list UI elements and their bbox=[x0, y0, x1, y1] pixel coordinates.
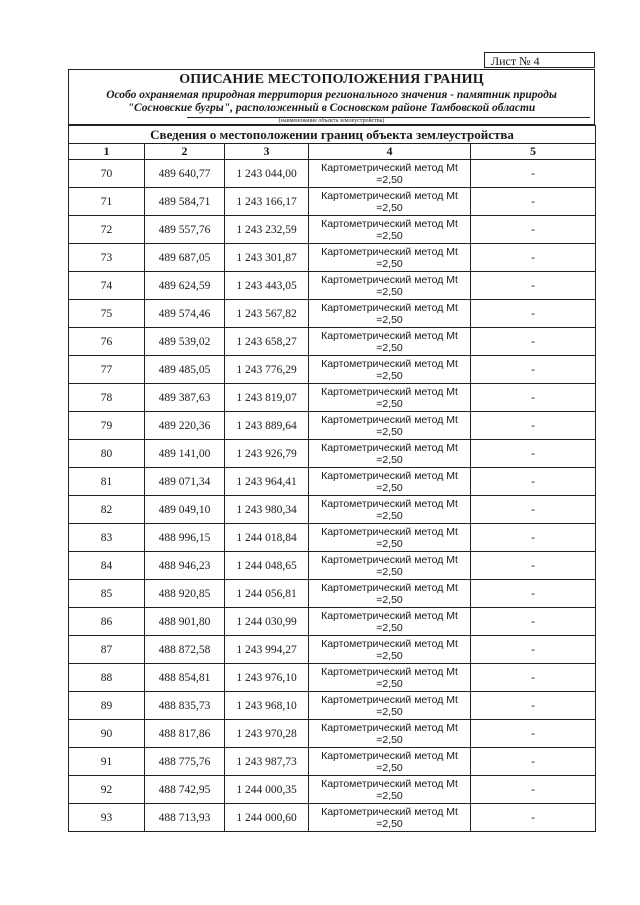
coordinate-y: 1 243 166,17 bbox=[225, 188, 309, 216]
method-cell bbox=[309, 468, 471, 496]
column-5-value: - bbox=[471, 496, 596, 524]
coordinate-y: 1 243 776,29 bbox=[225, 356, 309, 384]
method-cell bbox=[309, 216, 471, 244]
point-number: 71 bbox=[69, 188, 145, 216]
point-number: 80 bbox=[69, 440, 145, 468]
object-name: Особо охраняемая природная территория регионального значения - памятник природы "Сосновские бугры", расположенный в Сосновском районе Тамбовской области bbox=[106, 89, 557, 114]
coordinate-x: 489 220,36 bbox=[145, 412, 225, 440]
coordinate-y: 1 243 970,28 bbox=[225, 720, 309, 748]
method-text: Картометрический метод Mt bbox=[321, 217, 458, 230]
method-accuracy: =2,50 bbox=[376, 509, 403, 522]
column-5-value: - bbox=[471, 720, 596, 748]
method-accuracy: =2,50 bbox=[376, 537, 403, 550]
method-accuracy: =2,50 bbox=[376, 705, 403, 718]
point-number: 72 bbox=[69, 216, 145, 244]
column-5-value: - bbox=[471, 776, 596, 804]
column-5-value: - bbox=[471, 328, 596, 356]
column-5-value: - bbox=[471, 412, 596, 440]
coordinate-x: 489 687,05 bbox=[145, 244, 225, 272]
coordinate-x: 488 742,95 bbox=[145, 776, 225, 804]
column-header-3: 3 bbox=[225, 144, 309, 160]
coordinate-x: 489 574,46 bbox=[145, 300, 225, 328]
table-row bbox=[69, 580, 596, 608]
method-cell bbox=[309, 496, 471, 524]
point-number: 82 bbox=[69, 496, 145, 524]
point-number: 87 bbox=[69, 636, 145, 664]
column-5-value: - bbox=[471, 384, 596, 412]
object-name-note: (наименование объекта землеустройства) bbox=[278, 118, 385, 124]
method-text: Картометрический метод Mt bbox=[321, 805, 458, 818]
point-number: 77 bbox=[69, 356, 145, 384]
table-row bbox=[69, 608, 596, 636]
method-text: Картометрический метод Mt bbox=[321, 329, 458, 342]
method-cell bbox=[309, 636, 471, 664]
coordinate-x: 488 817,86 bbox=[145, 720, 225, 748]
method-text: Картометрический метод Mt bbox=[321, 413, 458, 426]
method-cell bbox=[309, 440, 471, 468]
coordinate-x: 488 854,81 bbox=[145, 664, 225, 692]
table-row bbox=[69, 776, 596, 804]
table-row bbox=[69, 468, 596, 496]
method-accuracy: =2,50 bbox=[376, 481, 403, 494]
coordinate-y: 1 243 443,05 bbox=[225, 272, 309, 300]
coordinate-x: 489 640,77 bbox=[145, 160, 225, 188]
table-row bbox=[69, 636, 596, 664]
column-5-value: - bbox=[471, 356, 596, 384]
method-cell bbox=[309, 524, 471, 552]
method-text: Картометрический метод Mt bbox=[321, 721, 458, 734]
coordinate-x: 489 485,05 bbox=[145, 356, 225, 384]
method-accuracy: =2,50 bbox=[376, 397, 403, 410]
method-cell bbox=[309, 580, 471, 608]
document-title: ОПИСАНИЕ МЕСТОПОЛОЖЕНИЯ ГРАНИЦ bbox=[179, 72, 484, 87]
coordinate-x: 488 835,73 bbox=[145, 692, 225, 720]
coordinate-x: 489 141,00 bbox=[145, 440, 225, 468]
method-cell bbox=[309, 776, 471, 804]
method-accuracy: =2,50 bbox=[376, 621, 403, 634]
coordinate-x: 489 387,63 bbox=[145, 384, 225, 412]
table-row bbox=[69, 300, 596, 328]
method-text: Картометрический метод Mt bbox=[321, 553, 458, 566]
method-text: Картометрический метод Mt bbox=[321, 581, 458, 594]
table-row bbox=[69, 496, 596, 524]
coordinate-x: 488 872,58 bbox=[145, 636, 225, 664]
coordinate-x: 489 539,02 bbox=[145, 328, 225, 356]
table-row bbox=[69, 552, 596, 580]
method-text: Картометрический метод Mt bbox=[321, 525, 458, 538]
point-number: 93 bbox=[69, 804, 145, 832]
method-cell bbox=[309, 188, 471, 216]
point-number: 90 bbox=[69, 720, 145, 748]
table-row bbox=[69, 216, 596, 244]
coordinate-y: 1 243 980,34 bbox=[225, 496, 309, 524]
coordinate-x: 489 071,34 bbox=[145, 468, 225, 496]
column-5-value: - bbox=[471, 300, 596, 328]
coordinate-y: 1 243 964,41 bbox=[225, 468, 309, 496]
column-5-value: - bbox=[471, 524, 596, 552]
column-5-value: - bbox=[471, 664, 596, 692]
table-row bbox=[69, 272, 596, 300]
coordinate-y: 1 243 232,59 bbox=[225, 216, 309, 244]
point-number: 88 bbox=[69, 664, 145, 692]
point-number: 70 bbox=[69, 160, 145, 188]
method-accuracy: =2,50 bbox=[376, 201, 403, 214]
point-number: 89 bbox=[69, 692, 145, 720]
method-accuracy: =2,50 bbox=[376, 341, 403, 354]
coordinate-x: 489 557,76 bbox=[145, 216, 225, 244]
method-cell bbox=[309, 608, 471, 636]
sheet-number: Лист № 4 bbox=[484, 52, 595, 68]
coordinate-y: 1 243 567,82 bbox=[225, 300, 309, 328]
method-accuracy: =2,50 bbox=[376, 733, 403, 746]
method-cell bbox=[309, 244, 471, 272]
method-cell bbox=[309, 272, 471, 300]
point-number: 81 bbox=[69, 468, 145, 496]
coordinate-x: 488 946,23 bbox=[145, 552, 225, 580]
method-accuracy: =2,50 bbox=[376, 789, 403, 802]
method-text: Картометрический метод Mt bbox=[321, 357, 458, 370]
method-text: Картометрический метод Mt bbox=[321, 665, 458, 678]
point-number: 85 bbox=[69, 580, 145, 608]
point-number: 92 bbox=[69, 776, 145, 804]
method-cell bbox=[309, 356, 471, 384]
column-5-value: - bbox=[471, 804, 596, 832]
method-accuracy: =2,50 bbox=[376, 761, 403, 774]
column-5-value: - bbox=[471, 188, 596, 216]
column-header-2: 2 bbox=[145, 144, 225, 160]
table-row bbox=[69, 160, 596, 188]
column-5-value: - bbox=[471, 216, 596, 244]
method-accuracy: =2,50 bbox=[376, 173, 403, 186]
method-text: Картометрический метод Mt bbox=[321, 245, 458, 258]
point-number: 83 bbox=[69, 524, 145, 552]
column-5-value: - bbox=[471, 244, 596, 272]
column-5-value: - bbox=[471, 608, 596, 636]
table-caption-row bbox=[69, 126, 596, 144]
coordinate-y: 1 244 000,60 bbox=[225, 804, 309, 832]
method-cell bbox=[309, 692, 471, 720]
method-cell bbox=[309, 664, 471, 692]
method-cell bbox=[309, 552, 471, 580]
method-text: Картометрический метод Mt bbox=[321, 749, 458, 762]
method-text: Картометрический метод Mt bbox=[321, 497, 458, 510]
table-row bbox=[69, 356, 596, 384]
method-accuracy: =2,50 bbox=[376, 677, 403, 690]
method-accuracy: =2,50 bbox=[376, 593, 403, 606]
table-row bbox=[69, 804, 596, 832]
method-text: Картометрический метод Mt bbox=[321, 609, 458, 622]
coordinate-y: 1 243 658,27 bbox=[225, 328, 309, 356]
column-5-value: - bbox=[471, 692, 596, 720]
method-accuracy: =2,50 bbox=[376, 565, 403, 578]
method-accuracy: =2,50 bbox=[376, 285, 403, 298]
method-text: Картометрический метод Mt bbox=[321, 385, 458, 398]
table-row bbox=[69, 384, 596, 412]
coordinate-y: 1 243 926,79 bbox=[225, 440, 309, 468]
table-row bbox=[69, 748, 596, 776]
table-row bbox=[69, 524, 596, 552]
coordinate-y: 1 244 000,35 bbox=[225, 776, 309, 804]
column-5-value: - bbox=[471, 580, 596, 608]
method-accuracy: =2,50 bbox=[376, 453, 403, 466]
coordinate-y: 1 243 976,10 bbox=[225, 664, 309, 692]
coordinate-x: 489 584,71 bbox=[145, 188, 225, 216]
coordinate-y: 1 243 968,10 bbox=[225, 692, 309, 720]
point-number: 75 bbox=[69, 300, 145, 328]
method-accuracy: =2,50 bbox=[376, 257, 403, 270]
table-row bbox=[69, 244, 596, 272]
coordinate-y: 1 244 048,65 bbox=[225, 552, 309, 580]
point-number: 86 bbox=[69, 608, 145, 636]
column-5-value: - bbox=[471, 468, 596, 496]
column-header-1: 1 bbox=[69, 144, 145, 160]
coordinate-x: 488 920,85 bbox=[145, 580, 225, 608]
column-5-value: - bbox=[471, 440, 596, 468]
method-accuracy: =2,50 bbox=[376, 369, 403, 382]
column-5-value: - bbox=[471, 160, 596, 188]
method-text: Картометрический метод Mt bbox=[321, 469, 458, 482]
method-cell bbox=[309, 300, 471, 328]
table-row bbox=[69, 720, 596, 748]
column-header-4: 4 bbox=[309, 144, 471, 160]
method-accuracy: =2,50 bbox=[376, 425, 403, 438]
table-row bbox=[69, 664, 596, 692]
method-cell bbox=[309, 748, 471, 776]
method-cell bbox=[309, 160, 471, 188]
column-5-value: - bbox=[471, 636, 596, 664]
point-number: 84 bbox=[69, 552, 145, 580]
coordinate-y: 1 243 044,00 bbox=[225, 160, 309, 188]
column-header-5: 5 bbox=[471, 144, 596, 160]
table-row bbox=[69, 328, 596, 356]
method-cell bbox=[309, 720, 471, 748]
method-cell bbox=[309, 328, 471, 356]
method-text: Картометрический метод Mt bbox=[321, 693, 458, 706]
method-accuracy: =2,50 bbox=[376, 817, 403, 830]
table-caption: Сведения о местоположении границ объекта землеустройства bbox=[69, 126, 596, 144]
coordinate-x: 489 049,10 bbox=[145, 496, 225, 524]
coordinate-y: 1 243 301,87 bbox=[225, 244, 309, 272]
coordinate-x: 488 901,80 bbox=[145, 608, 225, 636]
method-text: Картометрический метод Mt bbox=[321, 441, 458, 454]
point-number: 91 bbox=[69, 748, 145, 776]
method-text: Картометрический метод Mt bbox=[321, 189, 458, 202]
boundary-table bbox=[68, 125, 596, 832]
coordinate-x: 488 775,76 bbox=[145, 748, 225, 776]
method-text: Картометрический метод Mt bbox=[321, 273, 458, 286]
method-accuracy: =2,50 bbox=[376, 313, 403, 326]
coordinate-x: 488 713,93 bbox=[145, 804, 225, 832]
coordinate-y: 1 243 819,07 bbox=[225, 384, 309, 412]
method-text: Картометрический метод Mt bbox=[321, 777, 458, 790]
table-row bbox=[69, 692, 596, 720]
point-number: 79 bbox=[69, 412, 145, 440]
column-header-row bbox=[69, 144, 596, 160]
point-number: 74 bbox=[69, 272, 145, 300]
coordinate-y: 1 243 987,73 bbox=[225, 748, 309, 776]
coordinate-x: 488 996,15 bbox=[145, 524, 225, 552]
method-text: Картометрический метод Mt bbox=[321, 161, 458, 174]
coordinate-y: 1 244 030,99 bbox=[225, 608, 309, 636]
method-cell bbox=[309, 412, 471, 440]
coordinate-y: 1 243 994,27 bbox=[225, 636, 309, 664]
method-accuracy: =2,50 bbox=[376, 229, 403, 242]
method-text: Картометрический метод Mt bbox=[321, 637, 458, 650]
table-row bbox=[69, 440, 596, 468]
point-number: 73 bbox=[69, 244, 145, 272]
method-cell bbox=[309, 804, 471, 832]
method-text: Картометрический метод Mt bbox=[321, 301, 458, 314]
point-number: 76 bbox=[69, 328, 145, 356]
column-5-value: - bbox=[471, 272, 596, 300]
table-row bbox=[69, 188, 596, 216]
coordinate-y: 1 243 889,64 bbox=[225, 412, 309, 440]
table-row bbox=[69, 412, 596, 440]
point-number: 78 bbox=[69, 384, 145, 412]
method-accuracy: =2,50 bbox=[376, 649, 403, 662]
coordinate-y: 1 244 056,81 bbox=[225, 580, 309, 608]
column-5-value: - bbox=[471, 748, 596, 776]
method-cell bbox=[309, 384, 471, 412]
document-header bbox=[68, 69, 595, 125]
column-5-value: - bbox=[471, 552, 596, 580]
coordinate-y: 1 244 018,84 bbox=[225, 524, 309, 552]
coordinate-x: 489 624,59 bbox=[145, 272, 225, 300]
